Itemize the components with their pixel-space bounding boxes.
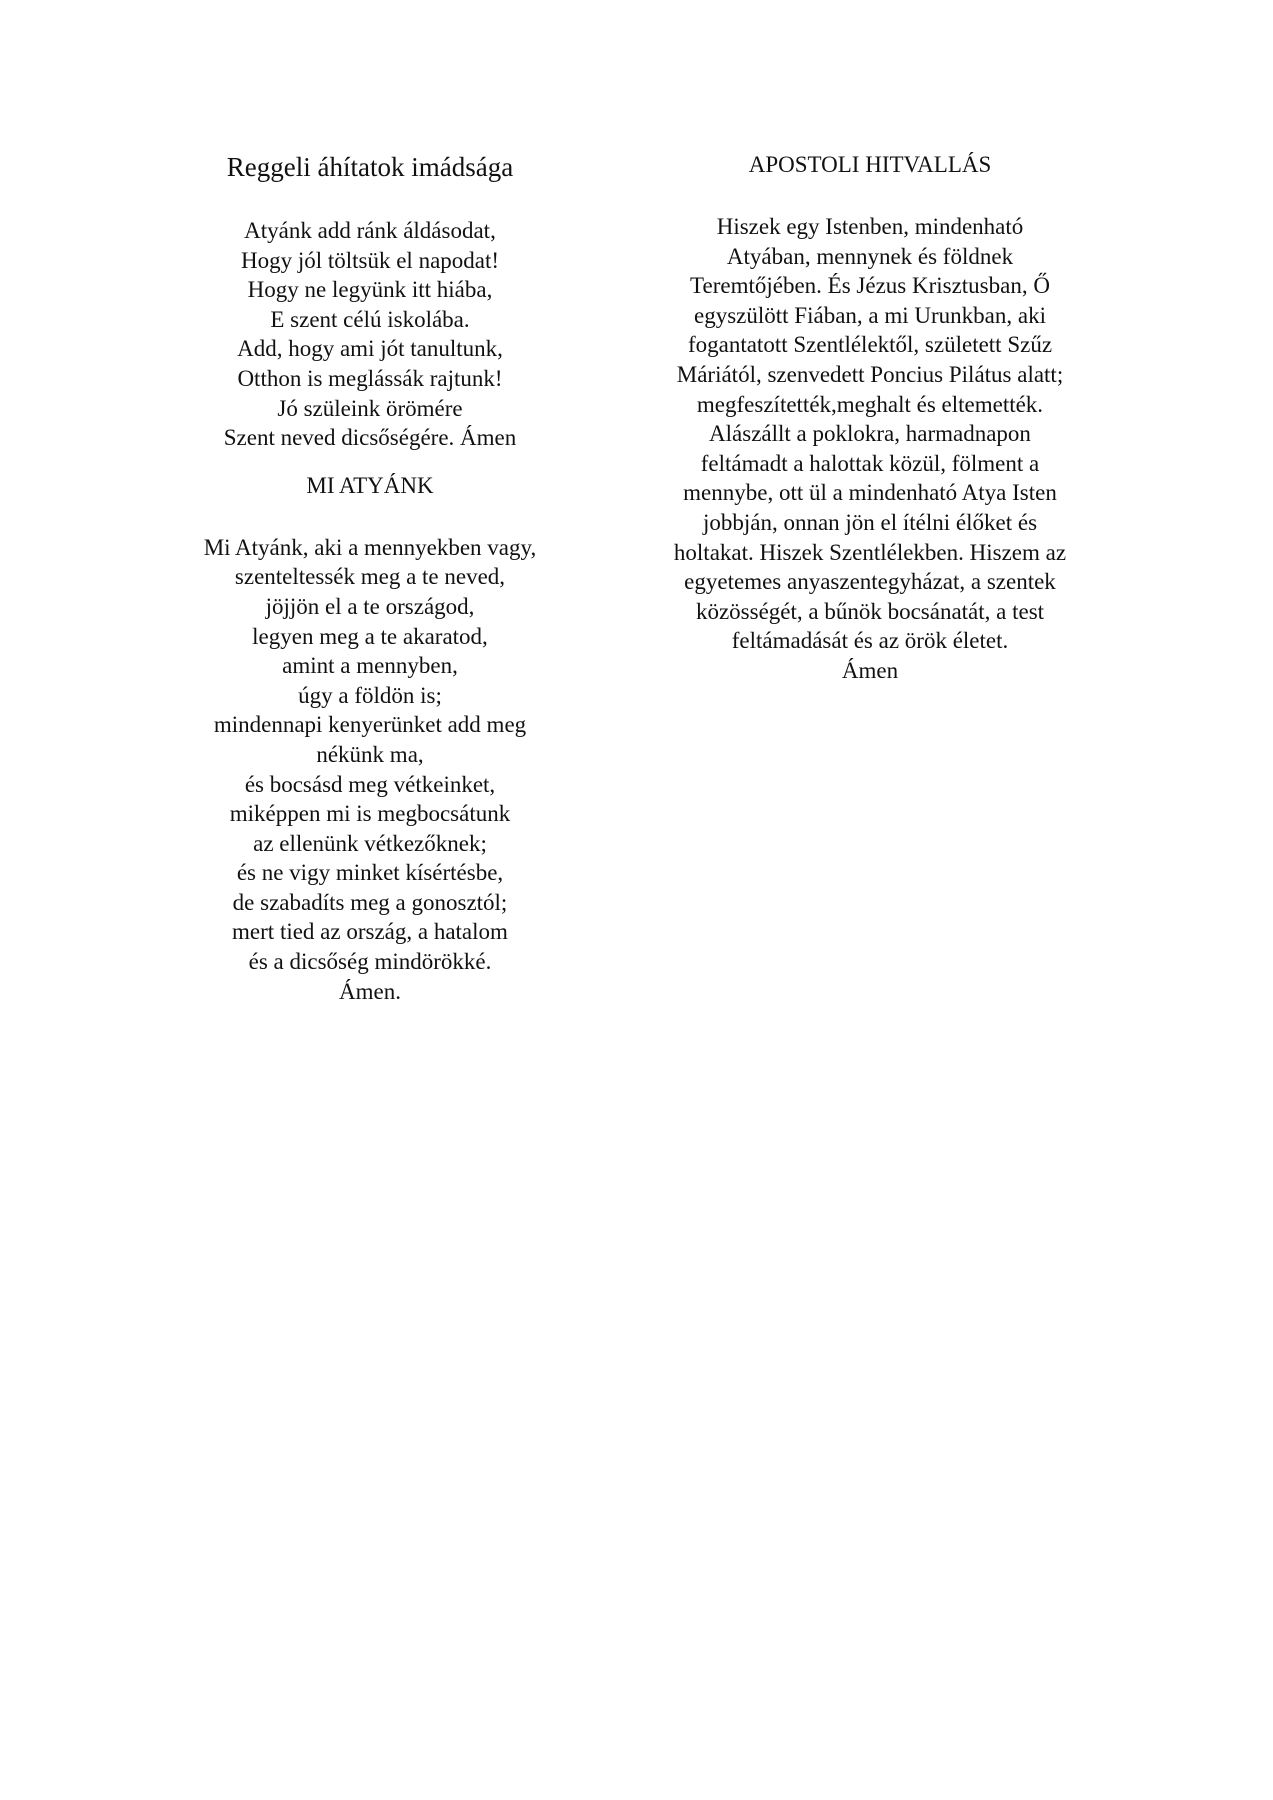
text-line: E szent célú iskolába. <box>270 306 470 332</box>
text-line: Hogy ne legyünk itt hiába, <box>247 277 493 303</box>
text-line: Máriától, szenvedett Poncius Pilátus alatt; <box>676 361 1064 387</box>
text-line: miképpen mi is megbocsátunk <box>229 801 511 827</box>
text-line: jobbján, onnan jön el ítélni élőket és <box>702 509 1038 535</box>
text-line: Jó szüleink örömére <box>277 395 463 421</box>
creed-heading: APOSTOLI HITVALLÁS <box>748 152 992 177</box>
creed-text <box>650 212 1090 686</box>
text-line: úgy a földön is; <box>298 682 442 708</box>
text-line: mert tied az ország, a hatalom <box>232 919 508 945</box>
text-line: jöjjön el a te országod, <box>265 593 475 619</box>
text-line: az ellenünk vétkezőknek; <box>253 830 487 856</box>
text-line: Mi Atyánk, aki a mennyekben vagy, <box>203 534 537 560</box>
text-line: Atyánk add ránk áldásodat, <box>244 218 496 243</box>
text-line: szenteltessék meg a te neved, <box>234 564 506 590</box>
text-line: mindennapi kenyerünket add meg <box>213 712 527 738</box>
text-line: feltámadt a halottak közül, fölment a <box>700 450 1040 476</box>
text-line: de szabadíts meg a gonosztól; <box>232 889 508 915</box>
text-line: mennybe, ott ül a mindenható Atya Isten <box>683 480 1057 506</box>
text-line: megfeszítették,meghalt és eltemették. <box>696 391 1044 417</box>
text-line: és ne vigy minket kísértésbe, <box>236 860 504 886</box>
text-line: Atyában, mennynek és földnek <box>726 243 1014 269</box>
text-line: feltámadását és az örök életet. <box>731 628 1009 654</box>
our-father-heading: MI ATYÁNK <box>306 472 434 498</box>
text-line: Otthon is meglássák rajtunk! <box>237 365 503 391</box>
text-line: Ámen <box>841 657 899 683</box>
our-father-text <box>160 533 580 1007</box>
text-line: holtakat. Hiszek Szentlélekben. Hiszem az <box>673 539 1067 565</box>
text-line: közösségét, a bűnök bocsánatát, a test <box>695 598 1045 624</box>
right-column <box>650 150 1090 686</box>
text-line: és a dicsőség mindörökké. <box>248 949 492 975</box>
text-line: amint a mennyben, <box>282 653 458 679</box>
morning-prayer-text <box>160 216 580 453</box>
text-line: Hiszek egy Istenben, mindenható <box>716 214 1024 239</box>
text-line: Ámen. <box>339 978 401 1004</box>
text-line: egyetemes anyaszentegyházat, a szentek <box>684 569 1056 595</box>
text-line: legyen meg a te akaratod, <box>252 623 488 649</box>
text-line: Szent neved dicsőségére. Ámen <box>223 425 517 451</box>
text-line: fogantatott Szentlélektől, született Szűz <box>687 332 1053 358</box>
morning-prayer-title: Reggeli áhítatok imádsága <box>226 152 514 182</box>
text-line: és bocsásd meg vétkeinket, <box>244 771 496 797</box>
text-line: Alászállt a poklokra, harmadnapon <box>709 421 1031 447</box>
text-line: Teremtőjében. És Jézus Krisztusban, Ő <box>690 273 1050 299</box>
left-column <box>160 150 580 1006</box>
text-line: egyszülött Fiában, a mi Urunkban, aki <box>694 302 1046 328</box>
text-line: Add, hogy ami jót tanultunk, <box>237 336 503 362</box>
text-line: nékünk ma, <box>316 741 424 767</box>
text-line: Hogy jól töltsük el napodat! <box>240 247 500 273</box>
